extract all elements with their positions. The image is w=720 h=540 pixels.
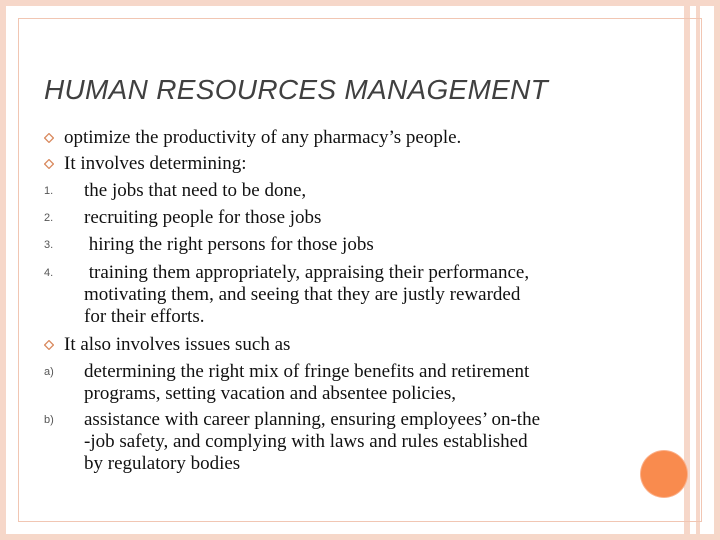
list-number: 4. bbox=[44, 267, 54, 279]
slide-title: HUMAN RESOURCES MANAGEMENT bbox=[44, 74, 549, 105]
diamond-bullet-icon bbox=[44, 340, 54, 350]
item-text: hiring the right persons for those jobs bbox=[84, 234, 374, 255]
item-text-line: determining the right mix of fringe benefits and retirement bbox=[84, 361, 530, 382]
item-text: It also involves issues such as bbox=[64, 334, 291, 355]
item-text-line: training them appropriately, appraising their performance, bbox=[84, 262, 530, 283]
diamond-bullet-icon bbox=[44, 133, 54, 143]
item-text-line: motivating them, and seeing that they are justly rewarded bbox=[84, 284, 521, 305]
list-letter: a) bbox=[44, 366, 54, 378]
item-text: recruiting people for those jobs bbox=[84, 207, 322, 228]
item-text: It involves determining: bbox=[64, 153, 247, 174]
item-text-line: by regulatory bodies bbox=[84, 453, 241, 474]
list-number: 3. bbox=[44, 239, 54, 251]
list-letter: b) bbox=[44, 414, 54, 426]
item-text: optimize the productivity of any pharmacy’s people. bbox=[64, 127, 462, 148]
list-number: 2. bbox=[44, 212, 54, 224]
item-text: the jobs that need to be done, bbox=[84, 180, 307, 201]
item-text-line: assistance with career planning, ensuring employees’ on-the bbox=[84, 409, 541, 430]
list-number: 1. bbox=[44, 185, 54, 197]
item-text-line: for their efforts. bbox=[84, 306, 205, 327]
item-text-line: programs, setting vacation and absentee policies, bbox=[84, 383, 456, 404]
item-text-line: -job safety, and complying with laws and rules established bbox=[84, 431, 528, 452]
diamond-bullet-icon bbox=[44, 159, 54, 169]
accent-circle bbox=[641, 451, 687, 497]
